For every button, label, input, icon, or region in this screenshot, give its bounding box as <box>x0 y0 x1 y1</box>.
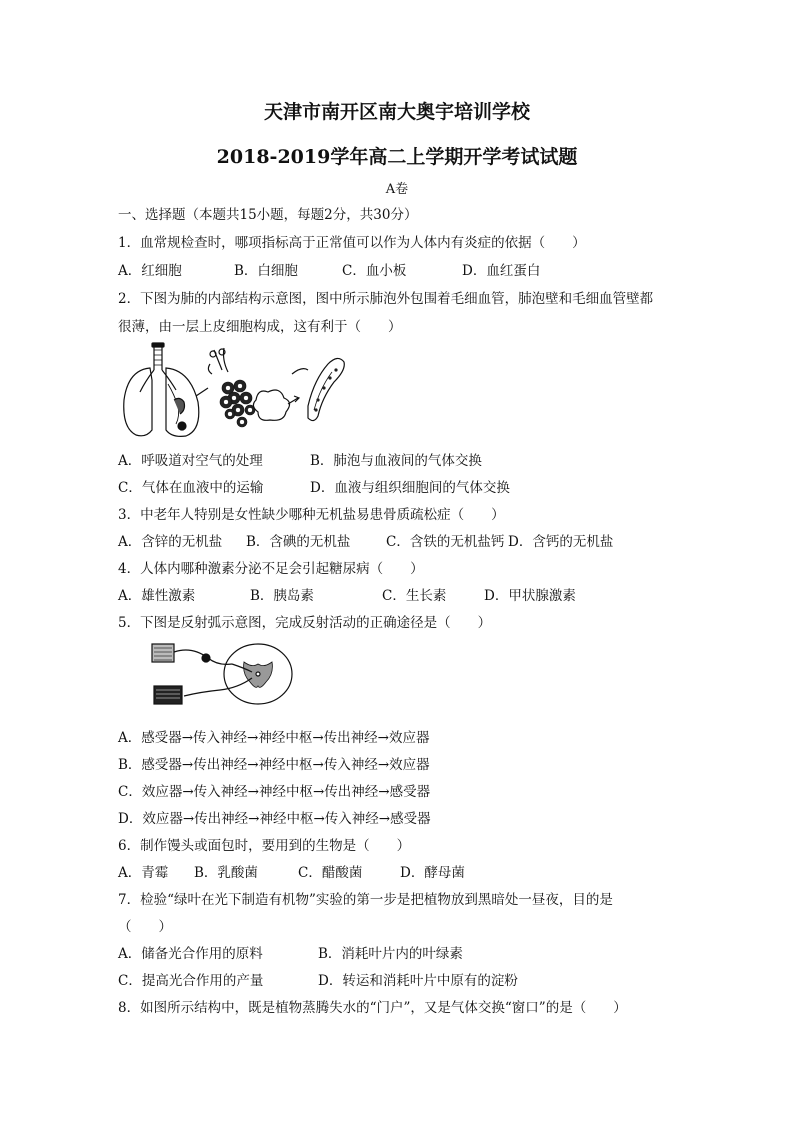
section-heading: 一、选择题（本题共15小题，每题2分，共30分） <box>118 207 418 223</box>
q7-option-d: D．转运和消耗叶片中原有的淀粉 <box>318 973 518 989</box>
q7-option-b: B．消耗叶片内的叶绿素 <box>318 946 463 962</box>
volume-label: A卷 <box>385 182 409 197</box>
q4-option-d: D．甲状腺激素 <box>484 588 576 604</box>
question-3-stem: 3．中老年人特别是女性缺少哪种无机盐易患骨质疏松症（ ） <box>118 507 505 523</box>
q6-option-b: B．乳酸菌 <box>194 865 258 881</box>
reflex-arc-figure <box>148 638 298 710</box>
q7-option-c: C．提高光合作用的产量 <box>118 973 264 989</box>
lung-structure-figure <box>118 340 348 440</box>
question-2-stem-line2: 很薄，由一层上皮细胞构成，这有利于（ ） <box>118 319 402 335</box>
q3-option-b: B．含碘的无机盐 <box>246 534 351 550</box>
school-title: 天津市南开区南大奥宇培训学校 <box>263 101 530 123</box>
exam-title: 2018-2019学年高二上学期开学考试试题 <box>216 146 578 168</box>
q6-option-a: A．青霉 <box>118 865 169 881</box>
question-2-stem-line1: 2．下图为肺的内部结构示意图，图中所示肺泡外包围着毛细血管，肺泡壁和毛细血管壁都 <box>118 291 654 307</box>
q2-option-d: D．血液与组织细胞间的气体交换 <box>310 480 510 496</box>
q5-option-c: C．效应器→传入神经→神经中枢→传出神经→感受器 <box>118 784 431 800</box>
question-8-stem: 8．如图所示结构中，既是植物蒸腾失水的“门户”，又是气体交换“窗口”的是（ ） <box>118 1000 627 1016</box>
q3-option-d: D．含钙的无机盐 <box>508 534 614 550</box>
q6-option-d: D．酵母菌 <box>400 865 465 881</box>
q2-option-b: B．肺泡与血液间的气体交换 <box>310 453 482 469</box>
q1-option-d: D．血红蛋白 <box>462 263 541 279</box>
q7-option-a: A．储备光合作用的原料 <box>118 946 263 962</box>
q1-option-c: C．血小板 <box>342 263 407 279</box>
q5-option-a: A．感受器→传入神经→神经中枢→传出神经→效应器 <box>118 730 430 746</box>
question-4-stem: 4．人体内哪种激素分泌不足会引起糖尿病（ ） <box>118 561 424 577</box>
q5-option-b: B．感受器→传出神经→神经中枢→传入神经→效应器 <box>118 757 430 773</box>
question-7-stem-line2: （ ） <box>118 919 172 935</box>
q5-option-d: D．效应器→传出神经→神经中枢→传入神经→感受器 <box>118 811 431 827</box>
question-6-stem: 6．制作馒头或面包时，要用到的生物是（ ） <box>118 838 411 854</box>
q6-option-c: C．醋酸菌 <box>298 865 363 881</box>
q4-option-b: B．胰岛素 <box>250 588 314 604</box>
q1-option-b: B．白细胞 <box>234 263 298 279</box>
q2-option-c: C．气体在血液中的运输 <box>118 480 264 496</box>
q1-option-a: A．红细胞 <box>118 263 182 279</box>
q2-option-a: A．呼吸道对空气的处理 <box>118 453 263 469</box>
q3-option-c: C．含铁的无机盐钙 <box>386 534 505 550</box>
q4-option-c: C．生长素 <box>382 588 447 604</box>
question-1-stem: 1．血常规检查时，哪项指标高于正常值可以作为人体内有炎症的依据（ ） <box>118 235 586 251</box>
q3-option-a: A．含锌的无机盐 <box>118 534 223 550</box>
question-7-stem-line1: 7．检验“绿叶在光下制造有机物”实验的第一步是把植物放到黑暗处一昼夜，目的是 <box>118 892 613 908</box>
question-5-stem: 5．下图是反射弧示意图，完成反射活动的正确途径是（ ） <box>118 615 492 631</box>
q4-option-a: A．雄性激素 <box>118 588 196 604</box>
